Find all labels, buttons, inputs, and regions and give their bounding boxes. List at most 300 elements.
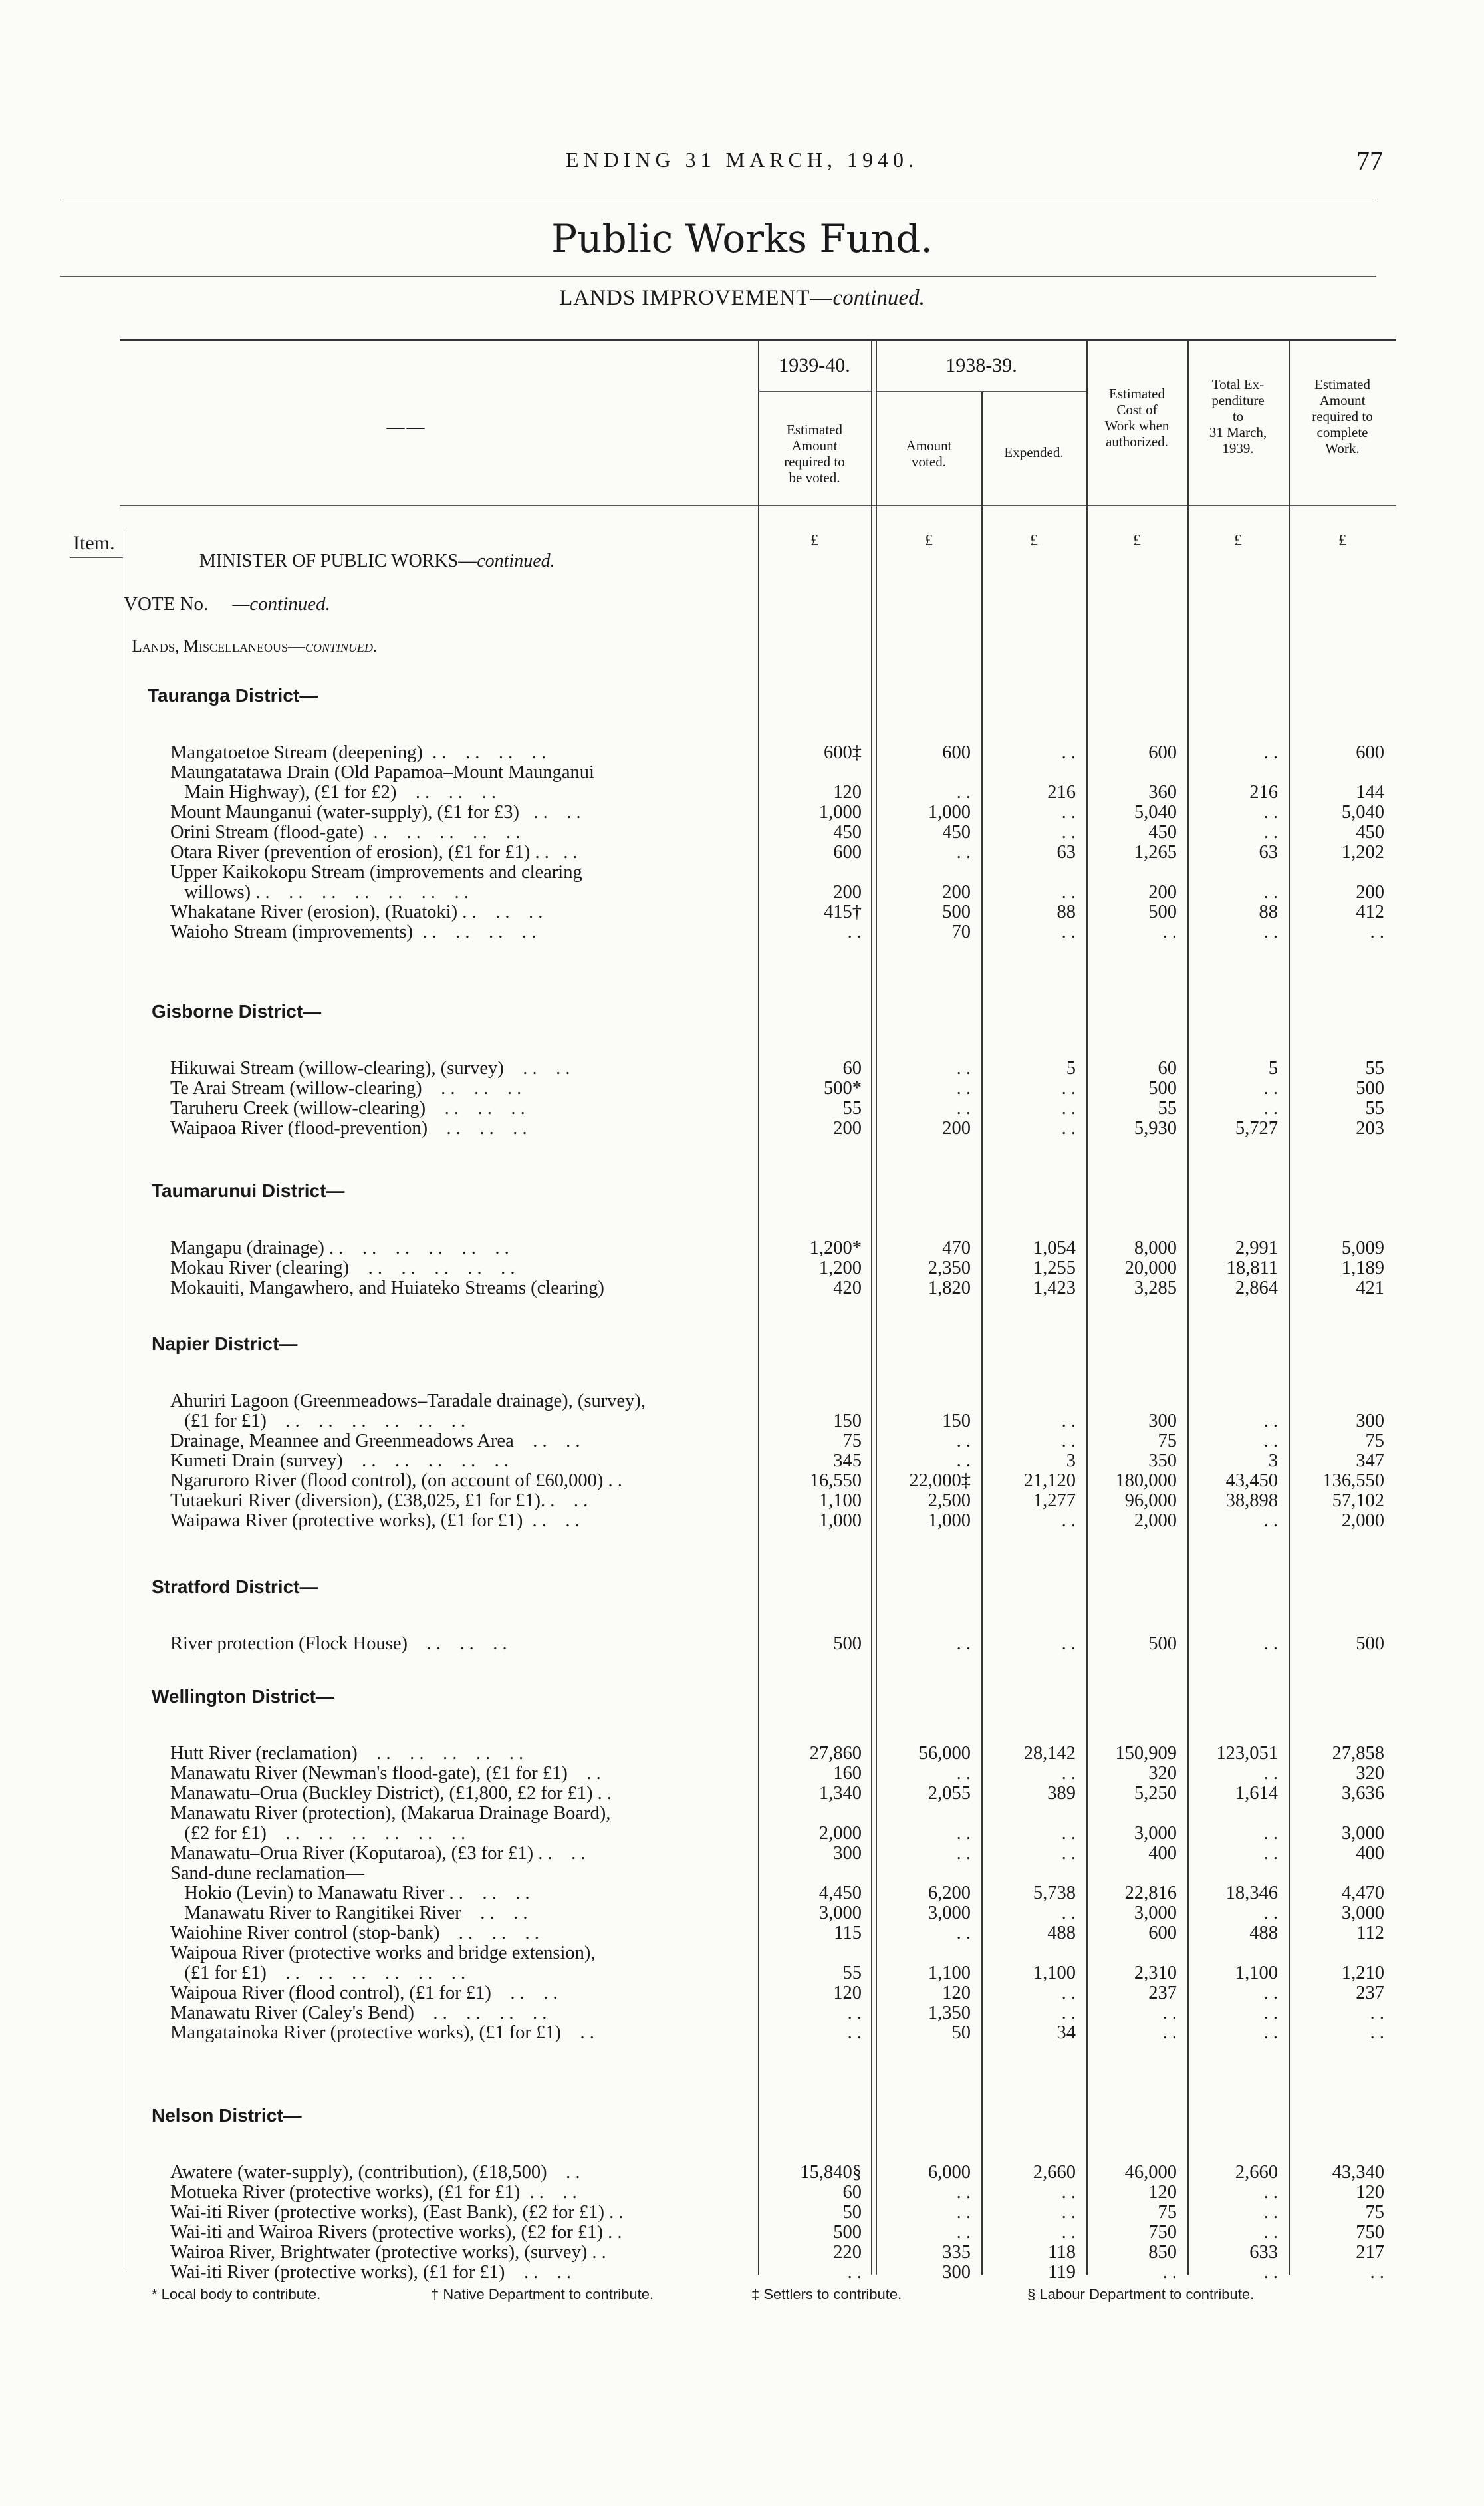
table-cell: 500 (833, 1633, 862, 1654)
table-cell: 123,051 (1216, 1743, 1278, 1764)
col-total-expenditure: Total Ex- penditure to 31 March, 1939. (1209, 376, 1267, 456)
table-cell: 320 (1356, 1763, 1384, 1784)
table-row-description (170, 803, 755, 823)
col-expended: Expended. (1004, 444, 1064, 460)
table-cell: 1,210 (1341, 1963, 1384, 1983)
table-cell: . . (1263, 1098, 1278, 1119)
description-line: willows) . . . . . . . . . . . . . . (170, 882, 469, 903)
table-cell: 1,000 (928, 802, 971, 823)
table-cell: . . (1263, 882, 1278, 903)
table-cell: . . (1263, 2202, 1278, 2223)
table-cell: 300 (1148, 1411, 1177, 1431)
description-line: Waipoua River (flood control), (£1 for £1) . . . . (170, 1983, 558, 2003)
table-row-description (170, 1258, 755, 1278)
description-line: Main Highway), (£1 for £2) . . . . . . (170, 782, 496, 803)
table-cell: 3,000 (1134, 1823, 1177, 1844)
table-cell: . . (1061, 1983, 1076, 2003)
table-cell: 500 (1148, 1078, 1177, 1099)
table-cell: . . (1263, 1983, 1278, 2003)
table-cell: 470 (942, 1238, 971, 1258)
table-cell: 415† (824, 902, 862, 922)
description-line: Wairoa River, Brightwater (protective works), (survey) . . (170, 2243, 606, 2263)
table-cell: 3,000 (1134, 1903, 1177, 1923)
table-row-description (170, 2003, 755, 2023)
table-cell: . . (1061, 882, 1076, 903)
description-line: Mokauiti, Mangawhero, and Huiateko Streams (clearing) (170, 1278, 604, 1298)
table-cell: 56,000 (918, 1743, 971, 1764)
description-line: Waiohine River control (stop-bank) . . . . . . (170, 1923, 539, 1943)
table-cell: . . (1263, 822, 1278, 843)
table-row-description (170, 1119, 755, 1139)
table-cell: 3,285 (1134, 1278, 1177, 1298)
table-row-description (170, 1983, 755, 2003)
running-title: ENDING 31 MARCH, 1940. (566, 148, 918, 172)
table-cell: 180,000 (1115, 1470, 1177, 1491)
table-cell: 60 (1158, 1058, 1177, 1079)
table-cell: . . (1263, 2222, 1278, 2243)
year-1939-40: 1939-40. (779, 354, 850, 376)
table-cell: . . (1162, 922, 1177, 942)
table-cell: . . (1061, 1823, 1076, 1844)
table-cell: 1,189 (1341, 1258, 1384, 1278)
table-cell: . . (1370, 922, 1384, 942)
table-cell: 1,820 (928, 1278, 971, 1298)
table-cell: . . (1263, 2182, 1278, 2203)
table-cell: 300 (942, 2262, 971, 2283)
table-cell: 412 (1356, 902, 1384, 922)
table-cell: 320 (1148, 1763, 1177, 1784)
table-cell: . . (1061, 2202, 1076, 2223)
district-heading-gisborne-district: Gisborne District— (152, 1001, 322, 1022)
table-row-description (170, 1943, 755, 1983)
table-cell: . . (956, 2202, 971, 2223)
table-row-description (170, 2243, 755, 2263)
table-cell: . . (1263, 2022, 1278, 2043)
table-row-description (170, 2023, 755, 2043)
table-cell: 600 (1356, 742, 1384, 763)
table-cell: 1,350 (928, 2003, 971, 2023)
table-cell: 500 (833, 2222, 862, 2243)
table-cell: 120 (833, 1983, 862, 2003)
table-row-description (170, 1511, 755, 1531)
column-rule-0 (758, 339, 759, 2275)
section-title: LANDS IMPROVEMENT—continued. (559, 286, 925, 310)
table-cell: 1,277 (1033, 1490, 1076, 1511)
table-cell: 63 (1056, 842, 1076, 863)
table-cell: 3 (1066, 1451, 1076, 1471)
currency-symbol: £ (1338, 532, 1346, 549)
description-line: Wai-iti and Wairoa Rivers (protective works), (£2 for £1) . . (170, 2223, 622, 2243)
table-cell: 50 (951, 2022, 971, 2043)
description-line: Motueka River (protective works), (£1 for £1) . . . . (170, 2183, 577, 2203)
table-cell: . . (1263, 802, 1278, 823)
table-cell: 22,816 (1124, 1883, 1177, 1903)
description-line: Hutt River (reclamation) . . . . . . . . . . (170, 1744, 524, 1764)
table-cell: . . (956, 1058, 971, 1079)
table-cell: 1,100 (928, 1963, 971, 1983)
table-cell: . . (1263, 1078, 1278, 1099)
table-cell: 38,898 (1225, 1490, 1278, 1511)
table-cell: 6,200 (928, 1883, 971, 1903)
table-cell: 3,636 (1341, 1783, 1384, 1804)
table-cell: . . (847, 922, 862, 942)
table-cell: 5,009 (1341, 1238, 1384, 1258)
description-line: Manawatu River (Newman's flood-gate), (£1 for £1) . . (170, 1764, 601, 1784)
description-line: (£2 for £1) . . . . . . . . . . . . (170, 1823, 466, 1844)
table-cell: 633 (1249, 2242, 1278, 2263)
table-cell: 500 (1356, 1633, 1384, 1654)
table-cell: 200 (833, 882, 862, 903)
table-cell: . . (1061, 1763, 1076, 1784)
table-cell: 750 (1356, 2222, 1384, 2243)
table-cell: . . (1263, 1903, 1278, 1923)
year-1938-39: 1938-39. (945, 354, 1017, 376)
currency-symbol: £ (810, 532, 818, 549)
table-cell: 5,738 (1033, 1883, 1076, 1903)
table-cell: 75 (1365, 1431, 1384, 1451)
table-cell: 200 (942, 1118, 971, 1139)
table-cell: 600 (1148, 1923, 1177, 1943)
table-cell: 75 (1158, 1431, 1177, 1451)
footnote-labour-dept: § Labour Department to contribute. (1027, 2286, 1255, 2302)
district-heading-wellington-district: Wellington District— (152, 1686, 334, 1707)
table-cell: 1,200 (818, 1258, 862, 1278)
table-cell: . . (956, 1823, 971, 1844)
table-cell: 217 (1356, 2242, 1384, 2263)
table-cell: 600 (1148, 742, 1177, 763)
table-row-description (170, 1278, 755, 1298)
table-cell: 150 (833, 1411, 862, 1431)
table-cell: 88 (1056, 902, 1076, 922)
table-cell: 2,310 (1134, 1963, 1177, 1983)
description-line: Awatere (water-supply), (contribution), (£18,500) . . (170, 2163, 580, 2183)
description-line: Drainage, Meannee and Greenmeadows Area . . . . (170, 1431, 580, 1451)
table-cell: . . (1263, 1510, 1278, 1531)
table-cell: 237 (1356, 1983, 1384, 2003)
table-cell: . . (1061, 802, 1076, 823)
table-cell: 2,055 (928, 1783, 971, 1804)
table-cell: . . (1263, 2262, 1278, 2283)
currency-symbol: £ (925, 532, 933, 549)
table-cell: 27,860 (809, 1743, 862, 1764)
currency-symbol: £ (1133, 532, 1141, 549)
table-cell: 2,864 (1235, 1278, 1278, 1298)
district-heading-taumarunui-district: Taumarunui District— (152, 1181, 345, 1201)
table-cell: 55 (1365, 1058, 1384, 1079)
table-row-description (170, 1634, 755, 1654)
table-cell: 5 (1268, 1058, 1278, 1079)
lands-heading: Lands, Miscellaneous—continued. (132, 636, 378, 656)
table-cell: 450 (942, 822, 971, 843)
table-cell: 119 (1048, 2262, 1076, 2283)
table-cell: 3,000 (928, 1903, 971, 1923)
table-cell: . . (956, 1098, 971, 1119)
table-cell: 5,040 (1134, 802, 1177, 823)
description-line: Manawatu–Orua River (Koputaroa), (£3 for £1) . . . . (170, 1844, 586, 1864)
table-cell: 200 (1356, 882, 1384, 903)
description-line: (£1 for £1) . . . . . . . . . . . . (170, 1963, 466, 1983)
description-line: Mount Maunganui (water-supply), (£1 for £3) . . . . (170, 803, 581, 823)
table-cell: . . (1162, 2003, 1177, 2023)
table-cell: 3,000 (818, 1903, 862, 1923)
description-line: Te Arai Stream (willow-clearing) . . . . . . (170, 1079, 522, 1099)
table-cell: 220 (833, 2242, 862, 2263)
table-row-description (170, 2163, 755, 2183)
table-cell: 1,100 (1235, 1963, 1278, 1983)
table-cell: 421 (1356, 1278, 1384, 1298)
table-cell: 88 (1259, 902, 1278, 922)
table-cell: 75 (842, 1431, 862, 1451)
table-cell: . . (1061, 1510, 1076, 1531)
table-cell: 488 (1249, 1923, 1278, 1943)
table-cell: . . (1061, 1078, 1076, 1099)
table-cell: 1,265 (1134, 842, 1177, 863)
table-cell: . . (1263, 1431, 1278, 1451)
table-cell: 120 (1356, 2182, 1384, 2203)
table-cell: 75 (1158, 2202, 1177, 2223)
table-cell: 43,450 (1225, 1470, 1278, 1491)
description-line: Waipaoa River (flood-prevention) . . . . . . (170, 1119, 527, 1139)
item-rule (70, 557, 123, 558)
description-line: Waioho Stream (improvements) . . . . . . . . (170, 922, 537, 942)
table-cell: 160 (833, 1763, 862, 1784)
table-cell: . . (956, 782, 971, 803)
table-cell: . . (1263, 2003, 1278, 2023)
table-cell: 400 (1148, 1843, 1177, 1864)
table-row-description (170, 823, 755, 843)
table-row-description (170, 1431, 755, 1451)
table-cell: . . (1370, 2022, 1384, 2043)
table-cell: . . (1263, 1411, 1278, 1431)
table-cell: 389 (1047, 1783, 1076, 1804)
table-cell: . . (1263, 1633, 1278, 1654)
table-cell: 4,470 (1341, 1883, 1384, 1903)
table-cell: 450 (833, 822, 862, 843)
table-row-description (170, 1864, 755, 1903)
table-cell: 120 (833, 782, 862, 803)
table-cell: 850 (1148, 2242, 1177, 2263)
description-line: Sand-dune reclamation— (170, 1864, 365, 1883)
table-cell: . . (956, 1923, 971, 1943)
table-cell: 22,000‡ (909, 1470, 971, 1491)
table-cell: . . (1263, 922, 1278, 942)
table-cell: . . (1061, 742, 1076, 763)
table-cell: . . (1061, 922, 1076, 942)
table-cell: . . (956, 1078, 971, 1099)
table-cell: 1,000 (818, 802, 862, 823)
table-cell: 1,100 (818, 1490, 862, 1511)
description-line: Kumeti Drain (survey) . . . . . . . . . . (170, 1451, 509, 1471)
table-cell: 600 (942, 742, 971, 763)
table-cell: 55 (1365, 1098, 1384, 1119)
table-cell: 1,423 (1033, 1278, 1076, 1298)
col-amount-voted: Amount voted. (906, 438, 952, 470)
table-cell: . . (1061, 822, 1076, 843)
table-cell: 420 (833, 1278, 862, 1298)
table-cell: 50 (842, 2202, 862, 2223)
table-cell: 60 (842, 2182, 862, 2203)
description-line: Manawatu River (Caley's Bend) . . . . . . . . (170, 2003, 547, 2023)
year-rule-b (876, 391, 1086, 392)
table-cell: 500 (1356, 1078, 1384, 1099)
table-row-description (170, 1784, 755, 1804)
table-cell: . . (1162, 2262, 1177, 2283)
table-row-description (170, 1903, 755, 1923)
description-line: Mangapu (drainage) . . . . . . . . . . . . (170, 1238, 509, 1258)
table-cell: 150,909 (1115, 1743, 1177, 1764)
table-cell: 34 (1056, 2022, 1076, 2043)
table-cell: 120 (942, 1983, 971, 2003)
description-line: Whakatane River (erosion), (Ruatoki) . . . . . . (170, 903, 543, 922)
table-cell: . . (1061, 1633, 1076, 1654)
table-row-description (170, 1804, 755, 1844)
table-cell: 203 (1356, 1118, 1384, 1139)
table-cell: 120 (1148, 2182, 1177, 2203)
table-row-description (170, 1923, 755, 1943)
table-cell: 600‡ (824, 742, 862, 763)
table-cell: . . (1370, 2262, 1384, 2283)
table-cell: . . (1061, 1098, 1076, 1119)
description-line: Maungatatawa Drain (Old Papamoa–Mount Maunganui (170, 763, 594, 783)
table-cell: 5,727 (1235, 1118, 1278, 1139)
table-cell: . . (956, 1451, 971, 1471)
table-cell: 1,255 (1033, 1258, 1076, 1278)
table-cell: 5,040 (1341, 802, 1384, 823)
table-cell: 216 (1047, 782, 1076, 803)
table-cell: 200 (833, 1118, 862, 1139)
table-cell: . . (1061, 1431, 1076, 1451)
description-line: Tutaekuri River (diversion), (£38,025, £1 for £1). . . . (170, 1491, 588, 1511)
table-row-description (170, 843, 755, 863)
table-cell: 16,550 (809, 1470, 862, 1491)
description-line: Manawatu River to Rangitikei River . . . . (170, 1903, 528, 1923)
stub-dash: —— (386, 416, 426, 439)
table-cell: . . (1263, 1763, 1278, 1784)
table-cell: 15,840§ (800, 2162, 862, 2183)
table-cell: 2,000 (818, 1823, 862, 1844)
table-cell: 18,346 (1225, 1883, 1278, 1903)
table-cell: 21,120 (1023, 1470, 1076, 1491)
description-line: Ngaruroro River (flood control), (on account of £60,000) . . (170, 1471, 622, 1491)
year-rule-a (758, 391, 871, 392)
description-line: Waipoua River (protective works and bridge extension), (170, 1943, 596, 1963)
table-cell: 3,000 (1341, 1903, 1384, 1923)
currency-symbol: £ (1234, 532, 1242, 549)
table-cell: 28,142 (1023, 1743, 1076, 1764)
table-cell: 3,000 (1341, 1823, 1384, 1844)
table-cell: . . (1263, 1843, 1278, 1864)
table-cell: 360 (1148, 782, 1177, 803)
table-row-description (170, 1238, 755, 1258)
description-line: Manawatu–Orua (Buckley District), (£1,800, £2 for £1) . . (170, 1784, 612, 1804)
footnote-local-body: * Local body to contribute. (152, 2286, 321, 2302)
table-cell: . . (1263, 742, 1278, 763)
district-heading-tauranga-district: Tauranga District— (148, 685, 318, 706)
table-cell: 55 (842, 1098, 862, 1119)
table-row-description (170, 1764, 755, 1784)
col-estimated-amount: Estimated Amount required to be voted. (784, 422, 845, 486)
table-row-description (170, 922, 755, 942)
table-cell: . . (956, 1843, 971, 1864)
table-cell: 150 (942, 1411, 971, 1431)
table-cell: 118 (1048, 2242, 1076, 2263)
table-cell: . . (1061, 1118, 1076, 1139)
table-cell: 200 (1148, 882, 1177, 903)
district-heading-nelson-district: Nelson District— (152, 2105, 302, 2126)
table-cell: 70 (951, 922, 971, 942)
table-cell: 2,660 (1235, 2162, 1278, 2183)
table-cell: 216 (1249, 782, 1278, 803)
table-cell: . . (956, 2182, 971, 2203)
table-cell: 60 (842, 1058, 862, 1079)
description-line: Hikuwai Stream (willow-clearing), (survey) . . . . (170, 1059, 570, 1079)
description-line: Waipawa River (protective works), (£1 for £1) . . . . (170, 1511, 580, 1531)
table-row-description (170, 903, 755, 922)
col-estimated-cost: Estimated Cost of Work when authorized. (1104, 386, 1170, 450)
table-cell: 488 (1047, 1923, 1076, 1943)
description-line: Wai-iti River (protective works), (East Bank), (£2 for £1) . . (170, 2203, 624, 2223)
table-cell: . . (1061, 2182, 1076, 2203)
description-line: Manawatu River (protection), (Makarua Drainage Board), (170, 1804, 611, 1824)
table-cell: 3 (1268, 1451, 1278, 1471)
table-cell: 200 (942, 882, 971, 903)
table-cell: 350 (1148, 1451, 1177, 1471)
table-cell: . . (1162, 2022, 1177, 2043)
page-number: 77 (1356, 146, 1383, 176)
table-cell: 300 (833, 1843, 862, 1864)
table-cell: 5,930 (1134, 1118, 1177, 1139)
table-cell: 8,000 (1134, 1238, 1177, 1258)
description-line: Mokau River (clearing) . . . . . . . . . . (170, 1258, 515, 1278)
description-line: Otara River (prevention of erosion), (£1 for £1) . . . . (170, 843, 578, 863)
table-cell: 96,000 (1124, 1490, 1177, 1511)
table-cell: . . (956, 1763, 971, 1784)
table-cell: 144 (1356, 782, 1384, 803)
footnote-native-dept: † Native Department to contribute. (431, 2286, 654, 2302)
table-cell: 1,000 (818, 1510, 862, 1531)
table-row-description (170, 1451, 755, 1471)
table-row-description (170, 1471, 755, 1491)
table-row-description (170, 1844, 755, 1864)
table-cell: 55 (842, 1963, 862, 1983)
table-cell: 20,000 (1124, 1258, 1177, 1278)
table-cell: 46,000 (1124, 2162, 1177, 2183)
description-line: Upper Kaikokopu Stream (improvements and clearing (170, 863, 582, 883)
table-row-description (170, 763, 755, 803)
table-cell: 115 (834, 1923, 862, 1943)
table-row-description (170, 743, 755, 763)
table-row-description (170, 2183, 755, 2203)
table-cell: . . (1263, 1823, 1278, 1844)
table-cell: 63 (1259, 842, 1278, 863)
table-row-description (170, 863, 755, 903)
footnote-settlers: ‡ Settlers to contribute. (751, 2286, 902, 2302)
table-cell: 1,340 (818, 1783, 862, 1804)
table-row-description (170, 2203, 755, 2223)
table-cell: . . (956, 2222, 971, 2243)
table-cell: 18,811 (1226, 1258, 1278, 1278)
table-cell: 400 (1356, 1843, 1384, 1864)
table-cell: . . (847, 2262, 862, 2283)
table-cell: 500 (1148, 902, 1177, 922)
table-cell: 6,000 (928, 2162, 971, 2183)
table-cell: 347 (1356, 1451, 1384, 1471)
table-cell: . . (1061, 1843, 1076, 1864)
table-cell: 136,550 (1322, 1470, 1384, 1491)
table-row-description (170, 2223, 755, 2243)
table-row-description (170, 1079, 755, 1099)
description-line: Wai-iti River (protective works), (£1 for £1) . . . . (170, 2263, 572, 2283)
